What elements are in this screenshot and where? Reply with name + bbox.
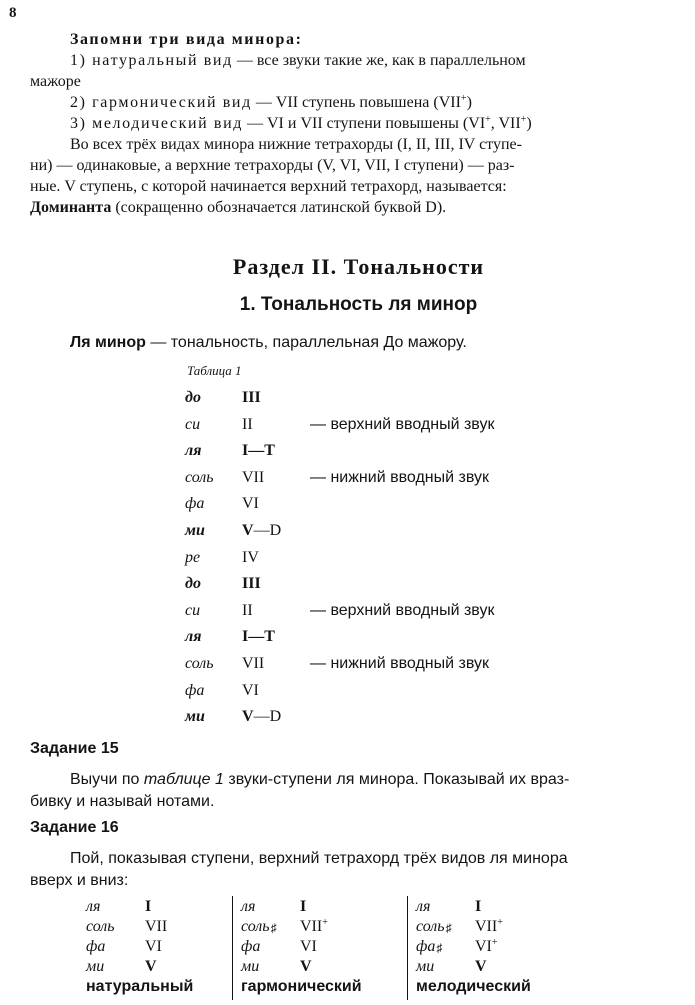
table-step-value: IV — [242, 549, 259, 566]
item1-text: — все звуки такие же, как в параллельном — [232, 52, 526, 69]
type-note-name: ми — [416, 958, 435, 975]
type-note — [241, 918, 277, 936]
type-note — [86, 898, 100, 916]
table-note: ми — [185, 522, 205, 539]
table-note: ми — [185, 708, 205, 725]
table-step-suffix: —D — [253, 522, 282, 539]
table-step-value: V — [242, 522, 254, 539]
dominant-text: (сокращенно обозначается латинской буквой D). — [111, 199, 447, 216]
table-step — [242, 655, 264, 673]
table-step-value: V — [242, 708, 254, 725]
type-step — [475, 938, 498, 956]
type-step — [300, 918, 328, 936]
intro-paragraph-line-1: Во всех трёх видах минора нижние тетрахорды (I, II, III, IV ступе- — [70, 136, 522, 153]
item2-sup: + — [460, 93, 467, 104]
task-15-line-1 — [30, 769, 690, 791]
type-note-name: ля — [241, 898, 256, 915]
table-step-value: II — [242, 602, 253, 619]
task-16-title: Задание 16 — [30, 819, 119, 836]
type-note — [241, 958, 259, 976]
item2-text: — VII ступень повышена (VII — [251, 94, 461, 111]
table-step — [242, 389, 261, 407]
table-note: си — [185, 416, 201, 433]
table-note: до — [185, 389, 201, 406]
type-step — [475, 898, 481, 916]
table-note: соль — [185, 469, 214, 486]
type-note — [241, 898, 255, 916]
item2-term: 2) гармонический вид — [70, 94, 252, 111]
table-step-value: VII — [242, 655, 265, 672]
type-step-sup: + — [322, 917, 328, 928]
type-step-value: VII — [475, 918, 498, 935]
type-note-name: ля — [86, 898, 101, 915]
task-15-line-2: бивку и называй нотами. — [30, 793, 215, 810]
table-note: до — [185, 575, 201, 592]
table-step-suffix: —D — [253, 708, 282, 725]
type-note — [86, 958, 104, 976]
table-comment: — верхний вводный звук — [310, 416, 495, 433]
table-step-value: VI — [242, 682, 259, 699]
item3-sup-2: + — [520, 114, 527, 125]
table-step-value: I—T — [242, 628, 275, 645]
type-step — [300, 898, 306, 916]
table-step — [242, 602, 253, 620]
type-note — [86, 918, 115, 936]
item3-term: 3) мелодический вид — [70, 115, 243, 132]
page-number: 8 — [9, 5, 17, 21]
table-note: ля — [185, 442, 202, 459]
type-step-value: VII — [145, 918, 168, 935]
task-16-line-1: Пой, показывая ступени, верхний тетрахорд трёх видов ля минора — [70, 850, 568, 867]
item1-term: 1) натуральный вид — [70, 52, 233, 69]
type-step-sup: + — [497, 917, 503, 928]
table-step — [242, 442, 275, 460]
intro-item-1-cont: мажоре — [30, 73, 81, 90]
sharp-icon: ♯ — [270, 921, 277, 935]
task-15-line-1-a: Выучи по — [70, 771, 144, 788]
task-16-line-2: вверх и вниз: — [30, 872, 129, 889]
table-note: си — [185, 602, 201, 619]
intro-paragraph-line-2: ни) — одинаковые, а верхние тетрахорды (V, VI, VII, I ступени) — раз- — [30, 157, 515, 174]
item3-mid: , VII — [490, 115, 521, 132]
task-15-line-1-b: звуки-ступени ля минора. Показывай их враз- — [223, 771, 570, 788]
type-step — [475, 918, 503, 936]
type-note-name: соль — [241, 918, 270, 935]
table-note: фа — [185, 495, 205, 512]
task-16-text — [30, 848, 690, 892]
sharp-icon: ♯ — [445, 921, 452, 935]
minor-type-label: натуральный — [86, 978, 194, 995]
type-step-value: V — [300, 958, 312, 975]
intro-title: Запомни три вида минора: — [70, 31, 303, 48]
task-15-text — [30, 769, 690, 813]
table-step — [242, 495, 259, 513]
minor-type-label: гармонический — [241, 978, 362, 995]
item3-close: ) — [526, 115, 532, 132]
table-step — [242, 522, 281, 540]
table-step — [242, 549, 259, 567]
definition-text: — тональность, параллельная До мажору. — [145, 334, 467, 351]
type-step-value: VII — [300, 918, 323, 935]
table-step — [242, 416, 253, 434]
type-note — [416, 938, 442, 956]
type-note — [86, 938, 105, 956]
item3-sup-1: + — [485, 114, 491, 125]
type-step-value: I — [300, 898, 307, 915]
table-comment: — нижний вводный звук — [310, 469, 489, 486]
table-comment: — нижний вводный звук — [310, 655, 489, 672]
item3-text: — VI и VII ступени повышены (VI — [243, 115, 486, 132]
table-step — [242, 575, 261, 593]
type-step — [145, 938, 162, 956]
type-step — [300, 958, 312, 976]
dominant-term: Доминанта — [30, 199, 112, 216]
type-step-value: VI — [300, 938, 317, 955]
sharp-icon: ♯ — [436, 941, 443, 955]
table-caption: Таблица 1 — [187, 363, 242, 378]
table-note: соль — [185, 655, 214, 672]
table-step-value: III — [242, 575, 261, 592]
type-note-name: фа — [416, 938, 436, 955]
type-note-name: ми — [86, 958, 105, 975]
table-note: ре — [185, 549, 201, 566]
table-step-value: II — [242, 416, 253, 433]
type-note — [416, 898, 430, 916]
type-step — [145, 918, 167, 936]
type-note-name: ми — [241, 958, 260, 975]
table-step-value: VI — [242, 495, 259, 512]
intro-paragraph-line-3: ные. V ступень, с которой начинается верхний тетрахорд, называется: — [30, 178, 507, 195]
item2-close: ) — [466, 94, 472, 111]
table-note: ля — [185, 628, 202, 645]
type-step-value: I — [145, 898, 152, 915]
type-step-value: VI — [475, 938, 492, 955]
section-title: Раздел II. Тональности — [232, 254, 485, 279]
type-note — [416, 958, 434, 976]
definition-term: Ля минор — [70, 334, 146, 351]
column-divider — [232, 896, 233, 1000]
task-15-title: Задание 15 — [30, 740, 119, 757]
table-step-value: III — [242, 389, 261, 406]
type-step — [475, 958, 487, 976]
table-step-value: VII — [242, 469, 265, 486]
table-step — [242, 682, 259, 700]
type-note-name: фа — [241, 938, 261, 955]
type-step — [145, 958, 157, 976]
type-step — [300, 938, 317, 956]
type-note — [416, 918, 452, 936]
type-step-value: V — [475, 958, 487, 975]
type-note-name: соль — [416, 918, 445, 935]
table-note: фа — [185, 682, 205, 699]
type-step — [145, 898, 151, 916]
type-note-name: соль — [86, 918, 115, 935]
type-step-value: VI — [145, 938, 162, 955]
subsection-title: 1. Тональность ля минор — [239, 294, 478, 315]
type-step-value: V — [145, 958, 157, 975]
type-note-name: фа — [86, 938, 106, 955]
column-divider — [407, 896, 408, 1000]
minor-type-label: мелодический — [416, 978, 531, 995]
type-step-value: I — [475, 898, 482, 915]
table-step — [242, 708, 281, 726]
type-step-sup: + — [491, 937, 498, 948]
type-note-name: ля — [416, 898, 431, 915]
table-step — [242, 628, 275, 646]
type-note — [241, 938, 260, 956]
task-15-table-ref: таблице 1 — [143, 771, 224, 788]
table-comment: — верхний вводный звук — [310, 602, 495, 619]
table-step — [242, 469, 264, 487]
table-step-value: I—T — [242, 442, 275, 459]
